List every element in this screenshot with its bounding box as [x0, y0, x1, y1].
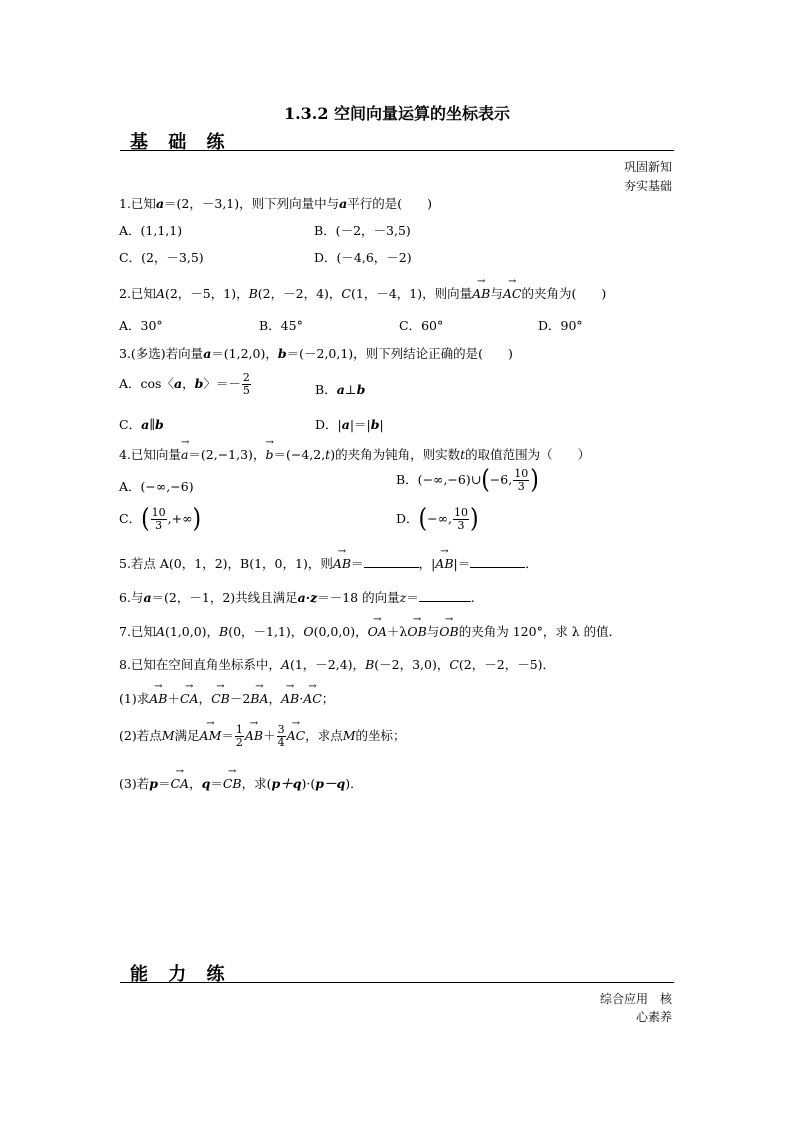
question-4-option-a: A．(−∞,−6) — [119, 479, 194, 494]
question-8-part-2: (2)若点M满足→ AM＝ $\frac{1}{2}$ → AB＋ $\frac{3}{4}$ → AC，求点M的坐标； — [119, 724, 406, 749]
section-rule — [120, 150, 674, 151]
question-1-option-d: D．(－4,6，－2) — [314, 250, 412, 265]
question-8-part-1: (1)求→ AB＋→ CA，→ CB－2→ BA，→ AB·→ AC； — [119, 689, 334, 707]
question-1-stem: 1.已知a＝(2，－3,1)，则下列向量中与a平行的是( ) — [119, 196, 433, 211]
question-3-option-d: D．|a|＝|b| — [315, 417, 384, 432]
question-8-part-3: (3)若p＝→ CA，q＝→ CB，求(p＋q)·(p－q)． — [119, 774, 363, 792]
question-2-option-c: C．60° — [399, 318, 444, 333]
answer-blank[interactable] — [419, 601, 471, 602]
question-1-option-a: A．(1,1,1) — [119, 223, 183, 238]
question-2-option-a: A．30° — [119, 318, 163, 333]
question-5-stem: 5.若点 A(0，1，2)，B(1，0，1)，则→ AB＝ ，|→ AB|＝ ． — [119, 554, 538, 572]
question-4-option-d: D．(−∞, $\frac{10}{3}$ ) — [396, 503, 479, 534]
question-2-stem: 2.已知A(2，－5，1)，B(2，－2，4)，C(1，－4，1)，则向量→ AB与→ AC的夹角为( ) — [119, 284, 606, 302]
question-8-stem: 8.已知在空间直角坐标系中，A(1，－2,4)，B(－2，3,0)，C(2，－2，－5)． — [119, 657, 556, 672]
question-3-option-a: A．cos〈a，b〉＝－ $\frac{2}{5}$ — [119, 371, 250, 397]
section-tag-line2: 心素养 — [635, 1010, 672, 1024]
question-4-stem: 4.已知向量→ a＝(2,−1,3)，→ b＝(−4,2,t)的夹角为钝角，则实数t的取值范围为（ ） — [119, 445, 590, 463]
answer-blank[interactable] — [470, 567, 525, 568]
question-4-option-c: C．( $\frac{10}{3}$ ,+∞) — [119, 503, 202, 534]
question-1-option-c: C．(2，－3,5) — [119, 250, 204, 265]
question-7-stem: 7.已知A(1,0,0)，B(0，－1,1)，O(0,0,0)，→ OA＋λ→ OB与→ OB的夹角为 120°，求 λ 的值． — [119, 622, 621, 640]
question-1-option-b: B．(－2，－3,5) — [314, 223, 411, 238]
question-3-stem: 3.(多选)若向量a＝(1,2,0)，b＝(－2,0,1)，则下列结论正确的是( ) — [119, 346, 513, 361]
question-3-option-b: B．a⊥b — [315, 382, 366, 397]
fraction: $\frac{2}{5}$ — [242, 371, 250, 397]
section-title-ability: 能 力 练 — [130, 964, 232, 985]
answer-blank[interactable] — [364, 567, 419, 568]
section-tag-line2: 夯实基础 — [623, 179, 672, 193]
question-3-option-c: C．a∥b — [119, 417, 164, 432]
section-title-basic: 基 础 练 — [130, 132, 232, 153]
question-4-option-b: B．(−∞,−6)∪(−6, $\frac{10}{3}$ ) — [396, 464, 539, 495]
question-2-option-d: D．90° — [538, 318, 583, 333]
section-tag-line1: 综合应用 核 — [599, 992, 672, 1006]
section-rule — [120, 982, 674, 983]
page-title: 1.3.2 空间向量运算的坐标表示 — [283, 104, 511, 123]
question-2-option-b: B．45° — [259, 318, 303, 333]
question-6-stem: 6.与a＝(2，－1，2)共线且满足a·z＝－18 的向量z＝ . — [119, 590, 475, 605]
section-tag-line1: 巩固新知 — [623, 160, 672, 174]
